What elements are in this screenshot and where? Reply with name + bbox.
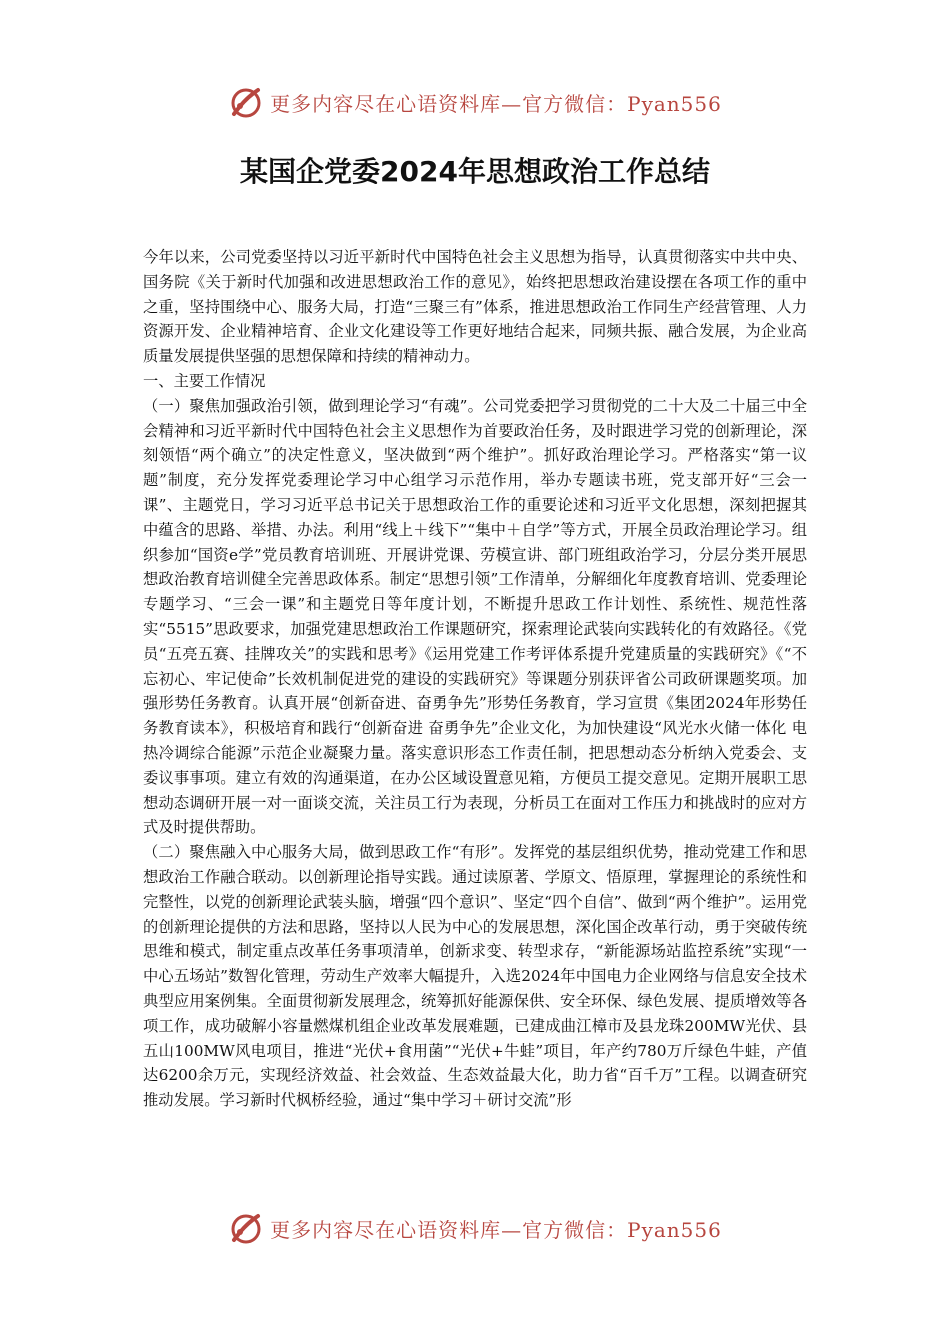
- paragraph-section-2: （二）聚焦融入中心服务大局，做到思政工作“有形”。发挥党的基层组织优势，推动党建工作和思想政治工作融合联动。以创新理论指导实践。通过读原著、学原文、悟原理，掌握理论的系统性和完整性，以党的创新理论武装头脑，增强“四个意识”、坚定“四个自信”、做到“两个维护”。运用党的创新理论提供的方法和思路，坚持以人民为中心的发展思想，深化国企改革行动，勇于突破传统思维和模式，制定重点改革任务事项清单，创新求变、转型求存，“新能源场站监控系统”实现“一中心五场站”数智化管理，劳动生产效率大幅提升，入选2024年中国电力企业网络与信息安全技术典型应用案例集。全面贯彻新发展理念，统筹抓好能源保供、安全环保、绿色发展、提质增效等各项工作，成功破解小容量燃煤机组企业改革发展难题，已建成曲江樟市及县龙珠200MW光伏、县五山100MW风电项目，推进“光伏+食用菌”“光伏+牛蛙”项目，年产约780万斤绿色牛蛙，产值达6200余万元，实现经济效益、社会效益、生态效益最大化，助力省“百千万”工程。以调查研究推动发展。学习新时代枫桥经验，通过“集中学习＋研讨交流”形: [143, 843, 807, 1110]
- document-body: [143, 245, 807, 1113]
- footer-banner: [0, 1206, 950, 1250]
- brush-logo-icon: [228, 84, 264, 120]
- header-banner: [0, 80, 950, 124]
- section-heading: 一、主要工作情况: [143, 371, 266, 390]
- paragraph-intro: 今年以来，公司党委坚持以习近平新时代中国特色社会主义思想为指导，认真贯彻落实中共中央、国务院《关于新时代加强和改进思想政治工作的意见》，始终把思想政治建设摆在各项工作的重中之重，坚持围绕中心、服务大局，打造“三聚三有”体系，推进思想政治工作同生产经营管理、人力资源开发、企业精神培育、企业文化建设等工作更好地结合起来，同频共振、融合发展，为企业高质量发展提供坚强的思想保障和持续的精神动力。: [143, 248, 807, 366]
- document-title: 某国企党委2024年思想政治工作总结: [240, 155, 710, 188]
- footer-banner-text: 更多内容尽在心语资料库—官方微信：Pyan556: [270, 1217, 722, 1242]
- header-banner-text: 更多内容尽在心语资料库—官方微信：Pyan556: [270, 91, 722, 116]
- brush-logo-icon: [228, 1210, 264, 1246]
- paragraph-section-1: （一）聚焦加强政治引领，做到理论学习“有魂”。公司党委把学习贯彻党的二十大及二十届三中全会精神和习近平新时代中国特色社会主义思想作为首要政治任务，及时跟进学习党的创新理论，深刻领悟“两个确立”的决定性意义，坚决做到“两个维护”。抓好政治理论学习。严格落实“第一议题”制度，充分发挥党委理论学习中心组学习示范作用，举办专题读书班，党支部开好“三会一课”、主题党日，学习习近平总书记关于思想政治工作的重要论述和习近平文化思想，深刻把握其中蕴含的思路、举措、办法。利用“线上＋线下”“集中＋自学”等方式，开展全员政治理论学习。组织参加“国资e学”党员教育培训班、开展讲党课、劳模宣讲、部门班组政治学习，分层分类开展思想政治教育培训健全完善思政体系。制定“思想引领”工作清单，分解细化年度教育培训、党委理论专题学习、“三会一课”和主题党日等年度计划，不断提升思政工作计划性、系统性、规范性落实“5515”思政要求，加强党建思想政治工作课题研究，探索理论武装向实践转化的有效路径。《党员“五亮五赛、挂牌攻关”的实践和思考》《运用党建工作考评体系提升党建质量的实践研究》《“不忘初心、牢记使命”长效机制促进党的建设的实践研究》等课题分别获评省公司政研课题奖项。加强形势任务教育。认真开展“创新奋进、奋勇争先”形势任务教育，学习宣贯《集团2024年形势任务教育读本》，积极培育和践行“创新奋进 奋勇争先”企业文化，为加快建设“风光水火储一体化 电热冷调综合能源”示范企业凝聚力量。落实意识形态工作责任制，把思想动态分析纳入党委会、支委议事事项。建立有效的沟通渠道，在办公区域设置意见箱，方便员工提交意见。定期开展职工思想动态调研开展一对一面谈交流，关注员工行为表现，分析员工在面对工作压力和挑战时的应对方式及时提供帮助。: [143, 396, 807, 837]
